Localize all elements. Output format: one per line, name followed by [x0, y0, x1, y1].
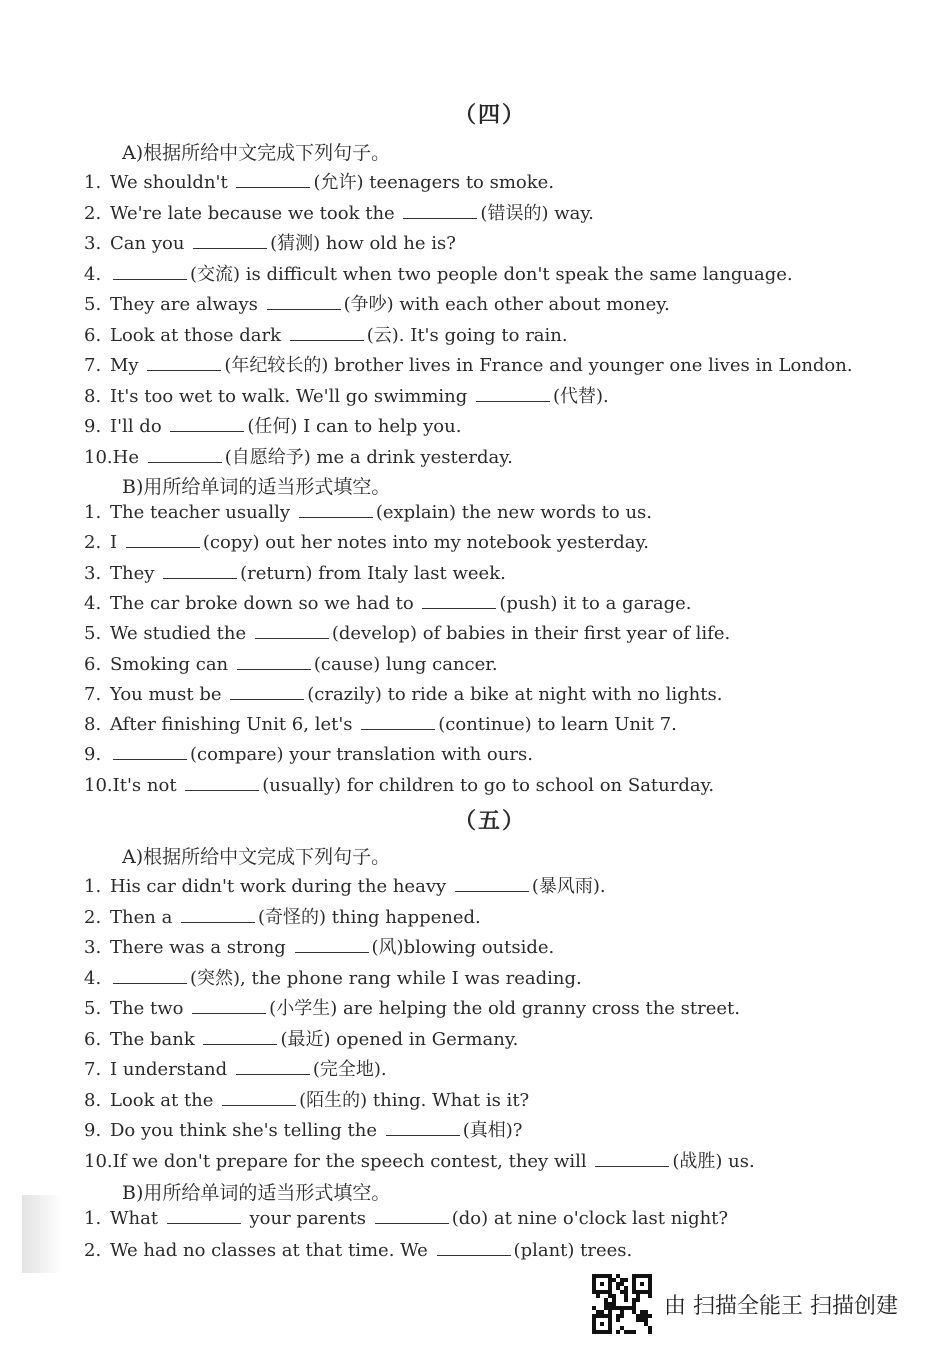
item-hint: (compare) your translation with ours. [190, 744, 533, 766]
item-text: Then a [110, 906, 179, 928]
item-hint: (风)blowing outside. [371, 937, 555, 958]
item-number: 9. [84, 744, 102, 766]
item-number: 8. [84, 1089, 102, 1111]
section-4-a-item-1 [84, 168, 554, 194]
answer-blank [170, 417, 244, 432]
item-hint: (猜测) how old he is? [270, 233, 456, 254]
item-hint: (copy) out her notes into my notebook yesterday. [202, 532, 649, 554]
item-text: We studied the [110, 623, 252, 645]
item-hint: (代替). [553, 385, 609, 407]
section-4-a-item-9 [84, 412, 461, 438]
section-5-a-item-6 [84, 1025, 518, 1051]
item-hint: (暴风雨). [531, 876, 606, 897]
item-number: 8. [84, 385, 102, 407]
item-number: 9. [84, 416, 102, 437]
section-4-b-item-9 [84, 744, 533, 765]
section-4-b-item-1 [84, 502, 652, 523]
item-hint: (突然), the phone rang while I was reading. [190, 967, 582, 989]
item-text: You must be [110, 683, 228, 705]
item-text: your parents [243, 1208, 372, 1229]
section-4-b-item-5 [84, 623, 730, 644]
item-number: 1. [84, 876, 102, 897]
item-number: 1. [84, 502, 102, 523]
item-number: 4. [84, 967, 102, 989]
item-number: 2. [84, 1240, 102, 1261]
answer-blank [192, 999, 266, 1014]
section-4-b-item-2 [84, 532, 649, 553]
section-4-a-item-3 [84, 229, 456, 255]
item-number: 2. [84, 202, 102, 224]
answer-blank [126, 533, 200, 548]
item-hint: (develop) of babies in their first year of life. [331, 623, 731, 645]
section-4-b-item-8 [84, 714, 677, 735]
answer-blank [236, 1060, 310, 1075]
item-hint: (push) it to a garage. [499, 592, 692, 614]
item-number: 5. [84, 623, 102, 645]
answer-blank [185, 776, 259, 791]
section-4-b-item-3 [84, 563, 506, 584]
item-text: We shouldn't [110, 172, 234, 193]
item-number: 8. [84, 714, 102, 736]
item-text: Look at the [110, 1089, 220, 1111]
section-4-a-item-2 [84, 199, 594, 225]
item-number: 4. [84, 592, 102, 614]
answer-blank [203, 1030, 277, 1045]
item-hint: (错误的) way. [480, 202, 594, 224]
section-4-a-item-5 [84, 290, 670, 316]
section-4-part-a-heading: A)根据所给中文完成下列句子。 [122, 142, 391, 164]
item-text: The two [110, 998, 190, 1019]
section-5-a-item-8 [84, 1086, 529, 1112]
item-number: 2. [84, 906, 102, 928]
answer-blank [299, 503, 373, 518]
section-4-a-item-10 [84, 443, 513, 469]
item-number: 7. [84, 1059, 102, 1080]
answer-blank [267, 295, 341, 310]
item-text: Look at those dark [110, 324, 287, 346]
watermark-text: 由 扫描全能王 扫描创建 [664, 1293, 898, 1319]
item-number: 10. [84, 1150, 113, 1172]
answer-blank [595, 1152, 669, 1167]
item-number: 6. [84, 653, 102, 675]
item-text: They [110, 562, 161, 584]
item-text: Do you think she's telling the [110, 1120, 383, 1141]
item-text: We're late because we took the [110, 202, 401, 224]
item-text: We had no classes at that time. We [110, 1240, 434, 1261]
item-text: I understand [110, 1059, 233, 1080]
section-5-a-item-7 [84, 1055, 387, 1081]
section-4-a-item-4 [84, 260, 793, 286]
item-number: 10. [84, 774, 113, 796]
item-text: It's too wet to walk. We'll go swimming [110, 385, 474, 407]
answer-blank [147, 356, 221, 371]
section-5-a-item-5 [84, 994, 740, 1020]
answer-blank [375, 1209, 449, 1224]
item-text: I [110, 532, 123, 554]
item-number: 6. [84, 324, 102, 346]
section-4-b-item-6 [84, 654, 498, 675]
item-text: They are always [110, 294, 264, 315]
answer-blank [386, 1121, 460, 1136]
item-text: If we don't prepare for the speech contest, they will [112, 1150, 593, 1172]
section-5-part-b-heading: B)用所给单词的适当形式填空。 [122, 1182, 391, 1204]
section-5-b-item-1 [84, 1208, 728, 1229]
answer-blank [361, 715, 435, 730]
answer-blank [455, 877, 529, 892]
item-number: 5. [84, 294, 102, 315]
item-text: I'll do [110, 416, 168, 437]
section-5-a-item-3 [84, 933, 554, 959]
item-text: It's not [112, 774, 183, 796]
section-4-title: （四） [453, 102, 526, 128]
item-hint: (允许) teenagers to smoke. [313, 172, 555, 193]
answer-blank [163, 564, 237, 579]
answer-blank [113, 265, 187, 280]
item-text: His car didn't work during the heavy [110, 876, 452, 897]
item-text: Can you [110, 233, 191, 254]
item-hint: (交流) is difficult when two people don't speak the same language. [190, 263, 793, 285]
item-hint: (continue) to learn Unit 7. [438, 714, 677, 736]
section-5-b-item-2 [84, 1240, 632, 1261]
section-4-b-item-10 [84, 775, 714, 796]
answer-blank [222, 1091, 296, 1106]
item-text: After finishing Unit 6, let's [110, 714, 359, 736]
section-5-a-item-4 [84, 964, 582, 990]
section-5-a-item-10 [84, 1147, 755, 1173]
item-hint: (战胜) us. [672, 1150, 755, 1172]
item-number: 7. [84, 683, 102, 705]
section-5-a-item-1 [84, 872, 606, 898]
item-number: 3. [84, 562, 102, 584]
section-4-b-item-4 [84, 593, 692, 614]
item-number: 2. [84, 532, 102, 554]
item-text: My [110, 355, 145, 376]
answer-blank [181, 908, 255, 923]
item-text: What [110, 1208, 164, 1229]
section-4-part-b-heading: B)用所给单词的适当形式填空。 [122, 476, 391, 498]
item-number: 9. [84, 1120, 102, 1141]
section-5-a-item-9 [84, 1116, 522, 1142]
answer-blank [237, 655, 311, 670]
answer-blank [113, 969, 187, 984]
item-hint: (任何) I can to help you. [247, 416, 462, 437]
item-hint: (crazily) to ride a bike at night with no lights. [307, 683, 723, 705]
item-hint: (奇怪的) thing happened. [258, 906, 481, 928]
item-text: There was a strong [110, 937, 292, 958]
item-hint: (plant) trees. [513, 1240, 633, 1261]
answer-blank [403, 204, 477, 219]
item-hint: (年纪较长的) brother lives in France and younger one lives in London. [224, 355, 853, 376]
item-hint: (do) at nine o'clock last night? [451, 1208, 729, 1229]
item-number: 1. [84, 1208, 102, 1229]
answer-blank [193, 234, 267, 249]
item-hint: (自愿给予) me a drink yesterday. [224, 446, 513, 468]
item-number: 4. [84, 263, 102, 285]
item-hint: (云). It's going to rain. [366, 324, 568, 346]
section-4-a-item-8 [84, 382, 609, 408]
section-4-a-item-6 [84, 321, 568, 347]
item-number: 3. [84, 233, 102, 254]
answer-blank [476, 387, 550, 402]
scanner-watermark [592, 1274, 898, 1334]
answer-blank [236, 173, 310, 188]
item-hint: (真相)? [462, 1120, 523, 1141]
item-hint: (cause) lung cancer. [313, 653, 498, 675]
item-hint: (最近) opened in Germany. [280, 1028, 519, 1050]
item-text: The teacher usually [110, 502, 296, 523]
item-text: The car broke down so we had to [110, 592, 420, 614]
item-number: 6. [84, 1028, 102, 1050]
section-4-a-item-7 [84, 351, 853, 377]
item-number: 10. [84, 446, 113, 468]
answer-blank [422, 594, 496, 609]
item-hint: (完全地). [312, 1059, 387, 1080]
item-text: Smoking can [110, 653, 234, 675]
answer-blank [167, 1209, 241, 1224]
item-hint: (usually) for children to go to school on Saturday. [262, 774, 715, 796]
section-5-part-a-heading: A)根据所给中文完成下列句子。 [122, 846, 391, 868]
item-number: 1. [84, 172, 102, 193]
answer-blank [113, 745, 187, 760]
answer-blank [255, 624, 329, 639]
answer-blank [290, 326, 364, 341]
scan-shadow [22, 1195, 62, 1273]
item-number: 5. [84, 998, 102, 1019]
item-hint: (explain) the new words to us. [375, 502, 652, 523]
item-hint: (陌生的) thing. What is it? [299, 1089, 530, 1111]
item-number: 3. [84, 937, 102, 958]
item-hint: (小学生) are helping the old granny cross the street. [269, 998, 740, 1019]
item-hint: (return) from Italy last week. [240, 562, 506, 584]
section-5-a-item-2 [84, 903, 481, 929]
item-text: He [112, 446, 145, 468]
answer-blank [437, 1241, 511, 1256]
qr-code-icon [592, 1274, 652, 1334]
section-5-title: （五） [453, 808, 526, 834]
item-text: The bank [110, 1028, 201, 1050]
item-hint: (争吵) with each other about money. [343, 294, 670, 315]
item-number: 7. [84, 355, 102, 376]
answer-blank [230, 685, 304, 700]
answer-blank [148, 448, 222, 463]
answer-blank [295, 938, 369, 953]
section-4-b-item-7 [84, 684, 722, 705]
